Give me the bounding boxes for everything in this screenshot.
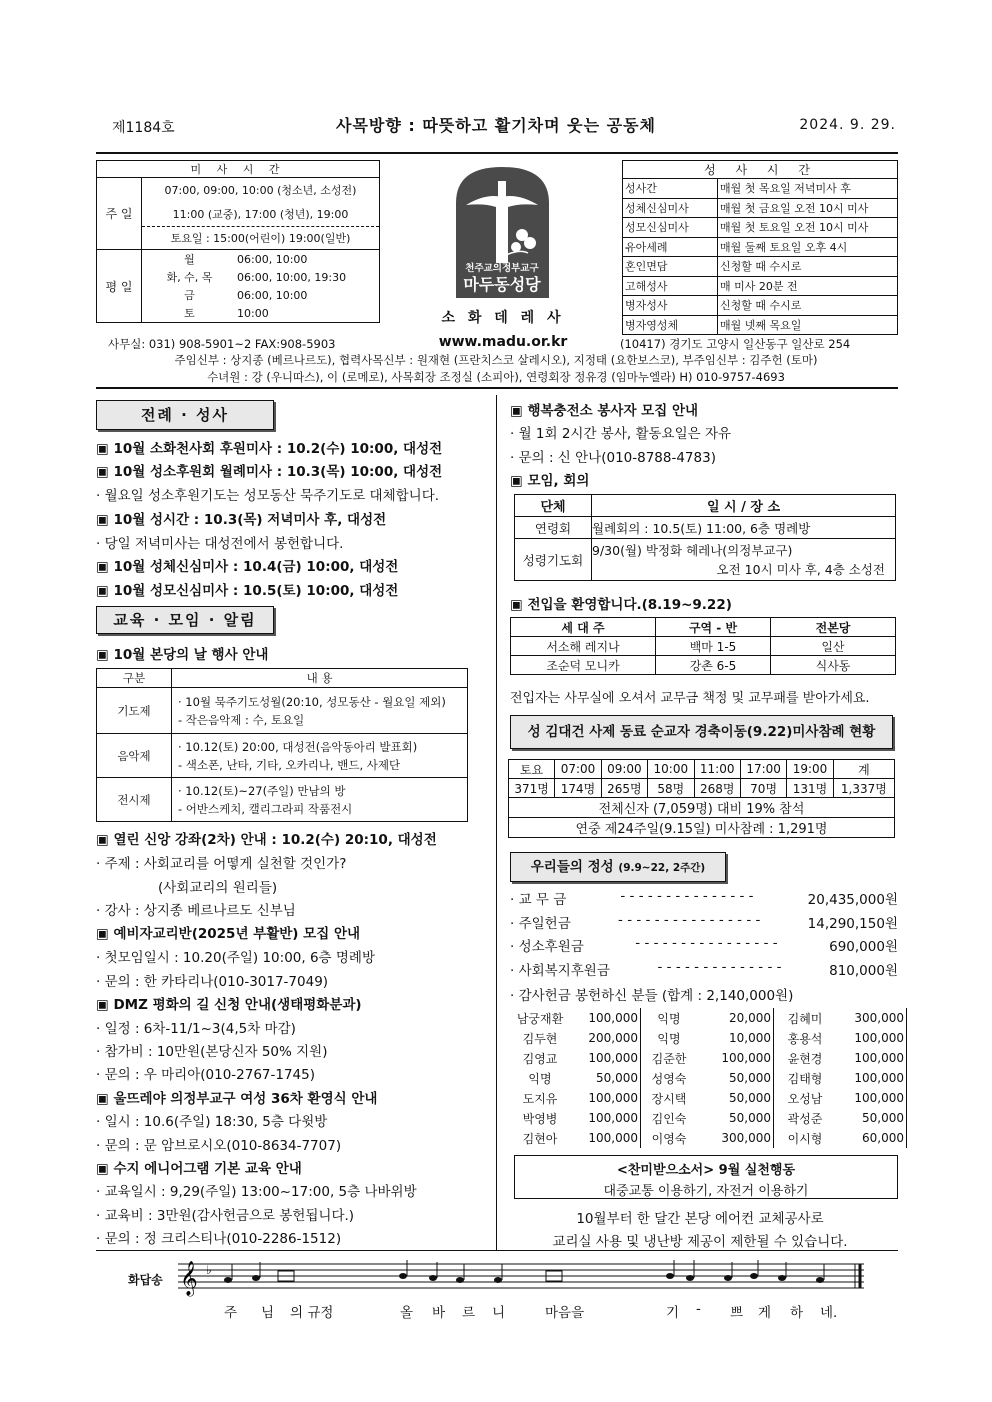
notice-heading: ▣ 행복충전소 봉사자 모집 안내: [510, 403, 699, 419]
donor-amount: 100,000: [570, 1128, 641, 1148]
table-cell: 연령회: [515, 517, 592, 539]
offering-row: [510, 912, 898, 936]
donor-name: 익명: [528, 1071, 552, 1086]
meeting-table: [514, 494, 896, 581]
notice-heading: ▣ 10월 성모신심미사 : 10.5(토) 10:00, 대성전: [96, 583, 399, 599]
section-education: 교육 · 모임 · 알림: [96, 606, 274, 634]
donor-amount: 50,000: [697, 1108, 774, 1128]
notice-detail: · 문의 : 문 암브로시오(010-8634-7707): [96, 1138, 342, 1154]
donor-name: 오성남: [787, 1091, 823, 1106]
attendance-value: 70명: [740, 779, 786, 798]
offering-leader: - - - - - - - - - - - - - - - -: [635, 935, 778, 951]
notice-heading: ▣ 10월 성체신심미사 : 10.4(금) 10:00, 대성전: [96, 559, 399, 575]
donor-name: 남궁재환: [516, 1011, 564, 1026]
offering-label: · 성소후원금: [510, 939, 584, 955]
footer-rule: [96, 1250, 898, 1251]
attendance-header: 07:00: [555, 760, 601, 779]
notice-detail: · 문의 : 우 마리아(010-2767-1745): [96, 1067, 316, 1083]
table-header: 구역 - 반: [656, 618, 771, 637]
notice-detail: · 강사 : 상지종 베르나르도 신부님: [96, 903, 296, 919]
offering-leader: - - - - - - - - - - - - - -: [657, 958, 782, 975]
sacrament-times-box: [622, 160, 898, 335]
sacrament-name: 성사간: [623, 179, 718, 199]
lyric-syllable: 마음을: [545, 1305, 585, 1321]
offerings-list: [510, 888, 898, 982]
donor-amount: 100,000: [570, 1048, 641, 1068]
table-cell: 9/30(월) 박정화 헤레나(의정부교구): [592, 542, 793, 558]
address: (10417) 경기도 고양시 일산동구 일산로 254: [620, 337, 851, 351]
table-cell: 월례회의 : 10.5(토) 11:00, 6층 명례방: [592, 517, 896, 539]
sacrament-time: 신청할 때 수시로: [718, 296, 898, 316]
newcomers-table: [510, 617, 896, 675]
donor-row: [510, 1028, 907, 1048]
table-cell: 백마 1-5: [656, 637, 771, 656]
attendance-ratio: 전체신자 (7,059명) 대비 19% 참석: [509, 798, 895, 818]
lyric-syllable: 르: [462, 1305, 476, 1321]
table-cell: · 10.12(토)~27(주일) 만남의 방: [178, 783, 346, 798]
mass-title: 미 사 시 간: [97, 161, 380, 178]
offering-label: · 주일헌금: [510, 915, 571, 932]
donor-name: 익명: [657, 1031, 681, 1046]
attendance-header: 11:00: [694, 760, 740, 779]
weekday-row: 화, 수, 목 06:00, 10:00, 19:30: [142, 268, 380, 286]
donor-amount: 300,000: [697, 1128, 774, 1148]
offering-amount: 20,435,000원: [807, 892, 898, 908]
donor-amount: 100,000: [697, 1048, 774, 1068]
notice-heading: ▣ 모임, 회의: [510, 473, 590, 489]
sacrament-name: 고해성사: [623, 276, 718, 296]
donor-amount: 50,000: [697, 1088, 774, 1108]
notice-detail: · 첫모임일시 : 10.20(주일) 10:00, 6층 명례방: [96, 950, 376, 966]
flat-icon: ♭: [206, 1263, 212, 1277]
column-divider: [496, 395, 497, 1250]
parish-logo: [446, 163, 559, 311]
donor-name: 곽성준: [787, 1111, 823, 1126]
notice-detail: · 일시 : 10.6(주일) 18:30, 5층 다윗방: [96, 1114, 328, 1130]
sacrament-title: 성 사 시 간: [623, 161, 898, 179]
table-header: 단체: [515, 495, 592, 517]
sacrament-name: 병자영성체: [623, 315, 718, 335]
attendance-header: 17:00: [740, 760, 786, 779]
diocese-name: 천주교의정부교구: [465, 263, 539, 274]
sacrament-time: 신청할 때 수시로: [718, 257, 898, 277]
header-rule: [96, 152, 898, 154]
lyric-syllable: 님: [261, 1305, 275, 1321]
lyric-syllable: 주: [224, 1305, 238, 1321]
sacrament-name: 성모신심미사: [623, 218, 718, 238]
donor-amount: 100,000: [570, 1108, 641, 1128]
donor-amount: 60,000: [836, 1128, 907, 1148]
offering-row: [510, 959, 898, 983]
lyric-syllable: 니: [492, 1305, 506, 1321]
donor-name: 성영숙: [651, 1071, 687, 1086]
donor-row: [510, 1128, 907, 1148]
notice-detail: · 당일 저녁미사는 대성전에서 봉헌합니다.: [96, 536, 344, 552]
sacrament-time: 매월 둘째 토요일 오후 4시: [718, 237, 898, 257]
table-cell: - 색소폰, 난타, 기타, 오카리나, 밴드, 사제단: [178, 757, 401, 772]
sacrament-time: 매월 첫 금요일 오전 10시 미사: [718, 198, 898, 218]
offering-amount: 690,000원: [829, 939, 898, 955]
sunday-label: 주 일: [97, 178, 142, 250]
action-box: [514, 1155, 898, 1199]
donor-row: [510, 1048, 907, 1068]
table-cell: 서소해 레지나: [511, 637, 656, 656]
offerings-period: (9.9~22, 2주간): [618, 862, 706, 874]
action-title: <찬미받으소서> 9월 실천행동: [616, 1163, 796, 1178]
attendance-header: 09:00: [601, 760, 647, 779]
priest-list: 주임신부 : 상지종 (베르나르도), 협력사목신부 : 원재현 (프란치스코 살레시오), 지정태 (요한보스코), 부주임신부 : 김주헌 (토마): [174, 353, 818, 367]
donor-amount: 300,000: [836, 1008, 907, 1028]
table-cell: 전시제: [97, 778, 172, 822]
notice-detail: · 주제 : 사회교리를 어떻게 실천할 것인가?: [96, 856, 347, 872]
sacrament-name: 유아세례: [623, 237, 718, 257]
attendance-value: 265명: [601, 779, 647, 798]
mass-times-box: [96, 160, 380, 330]
donor-amount: 50,000: [836, 1108, 907, 1128]
offering-label: · 교 무 금: [510, 892, 567, 908]
donor-name: 김혜미: [787, 1011, 823, 1026]
table-cell: - 어반스케치, 캘리그라피 작품전시: [178, 801, 353, 816]
donor-amount: 100,000: [570, 1008, 641, 1028]
lyric-syllable: 올: [400, 1305, 414, 1321]
donor-name: 박영병: [522, 1111, 558, 1126]
table-cell: 일산: [771, 637, 896, 656]
donor-name: 김두현: [522, 1031, 558, 1046]
sacrament-time: 매월 첫 목요일 저녁미사 후: [718, 179, 898, 199]
treble-clef-icon: 𝄞: [180, 1261, 198, 1296]
donor-name: 이영숙: [651, 1131, 687, 1146]
offering-label: · 사회복지후원금: [510, 962, 610, 979]
notice-heading: ▣ 10월 본당의 날 행사 안내: [96, 647, 269, 663]
issue-number: 제1184호: [112, 120, 175, 136]
lyric-syllable: 의 규정: [290, 1305, 334, 1321]
notice-detail: · 교육일시 : 9,29(주일) 13:00~17:00, 5층 나바위방: [96, 1184, 417, 1200]
table-header: 전본당: [771, 618, 896, 637]
lyric-syllable: 네.: [820, 1305, 838, 1321]
notice-heading: ▣ 10월 소화천사회 후원미사 : 10.2(수) 10:00, 대성전: [96, 441, 443, 457]
donor-amount: 100,000: [570, 1088, 641, 1108]
table-cell: · 10.12(토) 20:00, 대성전(음악동아리 발표회): [178, 739, 418, 754]
attendance-title: 성 김대건 사제 동료 순교자 경축이동(9.22)미사참례 현황: [510, 715, 893, 749]
notice-detail: · 월 1회 2시간 봉사, 활동요일은 자유: [510, 426, 732, 442]
attendance-value: 268명: [694, 779, 740, 798]
table-header: 구분: [97, 669, 172, 688]
thanks-heading: · 감사헌금 봉헌하신 분들 (합계 : 2,140,000원): [510, 988, 794, 1004]
table-cell: 오전 10시 미사 후, 4층 소성전: [716, 561, 885, 577]
nun-list: 수녀원 : 강 (우니따스), 이 (로메로), 사목회장 조정실 (소피아), 연령회장 정유경 (임마누엘라) H) 010-9757-4693: [207, 370, 785, 384]
lyric-syllable: 쁘: [730, 1305, 744, 1321]
donor-amount: 50,000: [697, 1068, 774, 1088]
donor-amount: 100,000: [836, 1068, 907, 1088]
offering-amount: 14,290,150원: [807, 915, 898, 932]
table-header: 일 시 / 장 소: [592, 495, 896, 517]
table-header: 내 용: [172, 669, 468, 688]
ordinary-attendance: 연중 제24주일(9.15일) 미사참례 : 1,291명: [509, 818, 895, 838]
sacrament-name: 혼인면담: [623, 257, 718, 277]
donor-row: [510, 1068, 907, 1088]
sacrament-time: 매월 넷째 목요일: [718, 315, 898, 335]
donor-name: 김태형: [787, 1071, 823, 1086]
table-cell: · 10월 묵주기도성월(20:10, 성모동산 - 월요일 제외): [178, 694, 446, 709]
notice-heading: ▣ DMZ 평화의 길 신청 안내(생태평화분과): [96, 997, 362, 1013]
donor-amount: 200,000: [570, 1028, 641, 1048]
weekday-row: 토 10:00: [142, 304, 380, 323]
sacrament-name: 성체신심미사: [623, 198, 718, 218]
table-cell: 기도제: [97, 688, 172, 734]
donor-name: 익명: [657, 1011, 681, 1026]
offering-row: [510, 888, 898, 912]
music-notes: [224, 1260, 824, 1283]
weekday-row: 금 06:00, 10:00: [142, 286, 380, 304]
attendance-header: 계: [833, 760, 894, 779]
donor-row: [510, 1088, 907, 1108]
lyric-syllable: 바: [432, 1305, 446, 1321]
donor-amount: 100,000: [836, 1088, 907, 1108]
attendance-header: 10:00: [648, 760, 694, 779]
notice-detail: · 참가비 : 10만원(본당신자 50% 지원): [96, 1044, 328, 1060]
donor-amount: 100,000: [836, 1028, 907, 1048]
lyric-syllable: -: [696, 1301, 701, 1317]
table-cell: 식사동: [771, 656, 896, 675]
table-cell: 조순덕 모니카: [511, 656, 656, 675]
attendance-header: 토요: [509, 760, 555, 779]
notice-detail: · 일정 : 6차-11/1~3(4,5차 마감): [96, 1021, 296, 1037]
contact-rule: [96, 387, 898, 389]
pastoral-motto: 사목방향 : 따뜻하고 활기차며 웃는 공동체: [335, 116, 656, 135]
cross-emblem-icon: [446, 163, 559, 311]
attendance-value: 58명: [648, 779, 694, 798]
table-cell: 음악제: [97, 734, 172, 778]
notice-detail: · 월요일 성소후원기도는 성모동산 묵주기도로 대체합니다.: [96, 488, 440, 504]
notice-detail: · 교육비 : 3만원(감사헌금으로 봉헌됩니다.): [96, 1208, 355, 1224]
notice-heading: ▣ 열린 신앙 강좌(2차) 안내 : 10.2(수) 20:10, 대성전: [96, 832, 437, 848]
notice-heading: ▣ 10월 성시간 : 10.3(목) 저녁미사 후, 대성전: [96, 512, 387, 528]
office-contact: 사무실: 031) 908-5901~2 FAX:908-5903: [108, 337, 336, 351]
offering-amount: 810,000원: [829, 962, 898, 979]
lyric-syllable: 하: [790, 1305, 804, 1321]
parish-day-table: [96, 668, 468, 822]
sunday-times-2: 11:00 (교중), 17:00 (청년), 19:00: [142, 202, 380, 227]
notice-heading: ▣ 울뜨레야 의정부교구 여성 36차 환영식 안내: [96, 1091, 378, 1107]
parish-url[interactable]: www.madu.or.kr: [438, 334, 568, 350]
donor-name: 홍용석: [787, 1031, 823, 1046]
attendance-value: 131명: [787, 779, 833, 798]
donor-name: 이시형: [787, 1131, 823, 1146]
notice-heading: ▣ 전입을 환영합니다.(8.19~9.22): [510, 597, 732, 613]
donor-name: 장시택: [651, 1091, 687, 1106]
parish-patron: 소 화 데 레 사: [441, 310, 565, 326]
attendance-value: 371명: [509, 779, 555, 798]
psalm-lyrics: [0, 1301, 992, 1321]
lyric-syllable: 게: [758, 1305, 772, 1321]
attendance-header: 19:00: [787, 760, 833, 779]
offerings-title-text: 우리들의 정성: [530, 859, 614, 875]
weekday-label: 평 일: [97, 250, 142, 323]
offering-leader: - - - - - - - - - - - - - - - -: [618, 911, 761, 928]
attendance-value: 174명: [555, 779, 601, 798]
notice-heading: ▣ 수지 에니어그램 기본 교육 안내: [96, 1161, 302, 1177]
donor-row: [510, 1108, 907, 1128]
newcomer-note: 전입자는 사무실에 오셔서 교무금 책정 및 교무패를 받아가세요.: [510, 691, 870, 706]
sacrament-name: 병자성사: [623, 296, 718, 316]
sunday-times-1: 07:00, 09:00, 10:00 (청소년, 소성전): [142, 178, 380, 203]
attendance-value: 1,337명: [833, 779, 894, 798]
offering-row: [510, 935, 898, 959]
bulletin-date: 2024. 9. 29.: [799, 117, 896, 133]
donor-name: 김영교: [522, 1051, 558, 1066]
psalm-label: 화답송: [128, 1273, 163, 1287]
donors-table: [510, 1008, 907, 1148]
notice-detail: · 문의 : 신 안나(010-8788-4783): [510, 450, 716, 466]
notice-detail: · 문의 : 한 카타리나(010-3017-7049): [96, 974, 329, 990]
donor-name: 김인숙: [651, 1111, 687, 1126]
donor-name: 김준한: [651, 1051, 687, 1066]
donor-amount: 100,000: [836, 1048, 907, 1068]
parish-name: 마두동성당: [463, 275, 541, 294]
section-liturgy: 전례 · 성사: [96, 400, 274, 430]
psalm-staff: [178, 1258, 868, 1298]
sacrament-time: 매월 첫 토요일 오전 10시 미사: [718, 218, 898, 238]
table-cell: 강촌 6-5: [656, 656, 771, 675]
notice-detail: · 문의 : 정 크리스티나(010-2286-1512): [96, 1231, 342, 1247]
donor-amount: 20,000: [697, 1008, 774, 1028]
notice-heading: ▣ 10월 성소후원회 월례미사 : 10.3(목) 10:00, 대성전: [96, 464, 443, 480]
donor-amount: 10,000: [697, 1028, 774, 1048]
offering-leader: - - - - - - - - - - - - - - -: [620, 888, 754, 904]
aircon-notice: 10월부터 한 달간 본당 에어컨 교체공사로: [576, 1211, 824, 1227]
table-header: 세 대 주: [511, 618, 656, 637]
table-cell: - 작은음악제 : 수, 토요일: [178, 712, 305, 727]
saturday-times: 토요일 : 15:00(어린이) 19:00(일반): [142, 227, 380, 250]
donor-amount: 50,000: [570, 1068, 641, 1088]
donor-name: 김현아: [522, 1131, 558, 1146]
notice-detail: (사회교리의 원리들): [158, 880, 278, 896]
attendance-table: [508, 759, 895, 838]
sacrament-time: 매 미사 20분 전: [718, 276, 898, 296]
donor-name: 윤현경: [787, 1051, 823, 1066]
notice-heading: ▣ 예비자교리반(2025년 부활반) 모집 안내: [96, 926, 361, 942]
lyric-syllable: 기: [666, 1305, 680, 1321]
weekday-row: 월 06:00, 10:00: [142, 250, 380, 269]
donor-row: [510, 1008, 907, 1028]
donor-name: 도지유: [522, 1091, 558, 1106]
table-cell: 성령기도회: [515, 539, 592, 581]
offerings-title: [510, 852, 726, 882]
action-text: 대중교통 이용하기, 자전거 이용하기: [603, 1184, 809, 1199]
aircon-notice: 교리실 사용 및 냉난방 제공이 제한될 수 있습니다.: [552, 1234, 848, 1250]
